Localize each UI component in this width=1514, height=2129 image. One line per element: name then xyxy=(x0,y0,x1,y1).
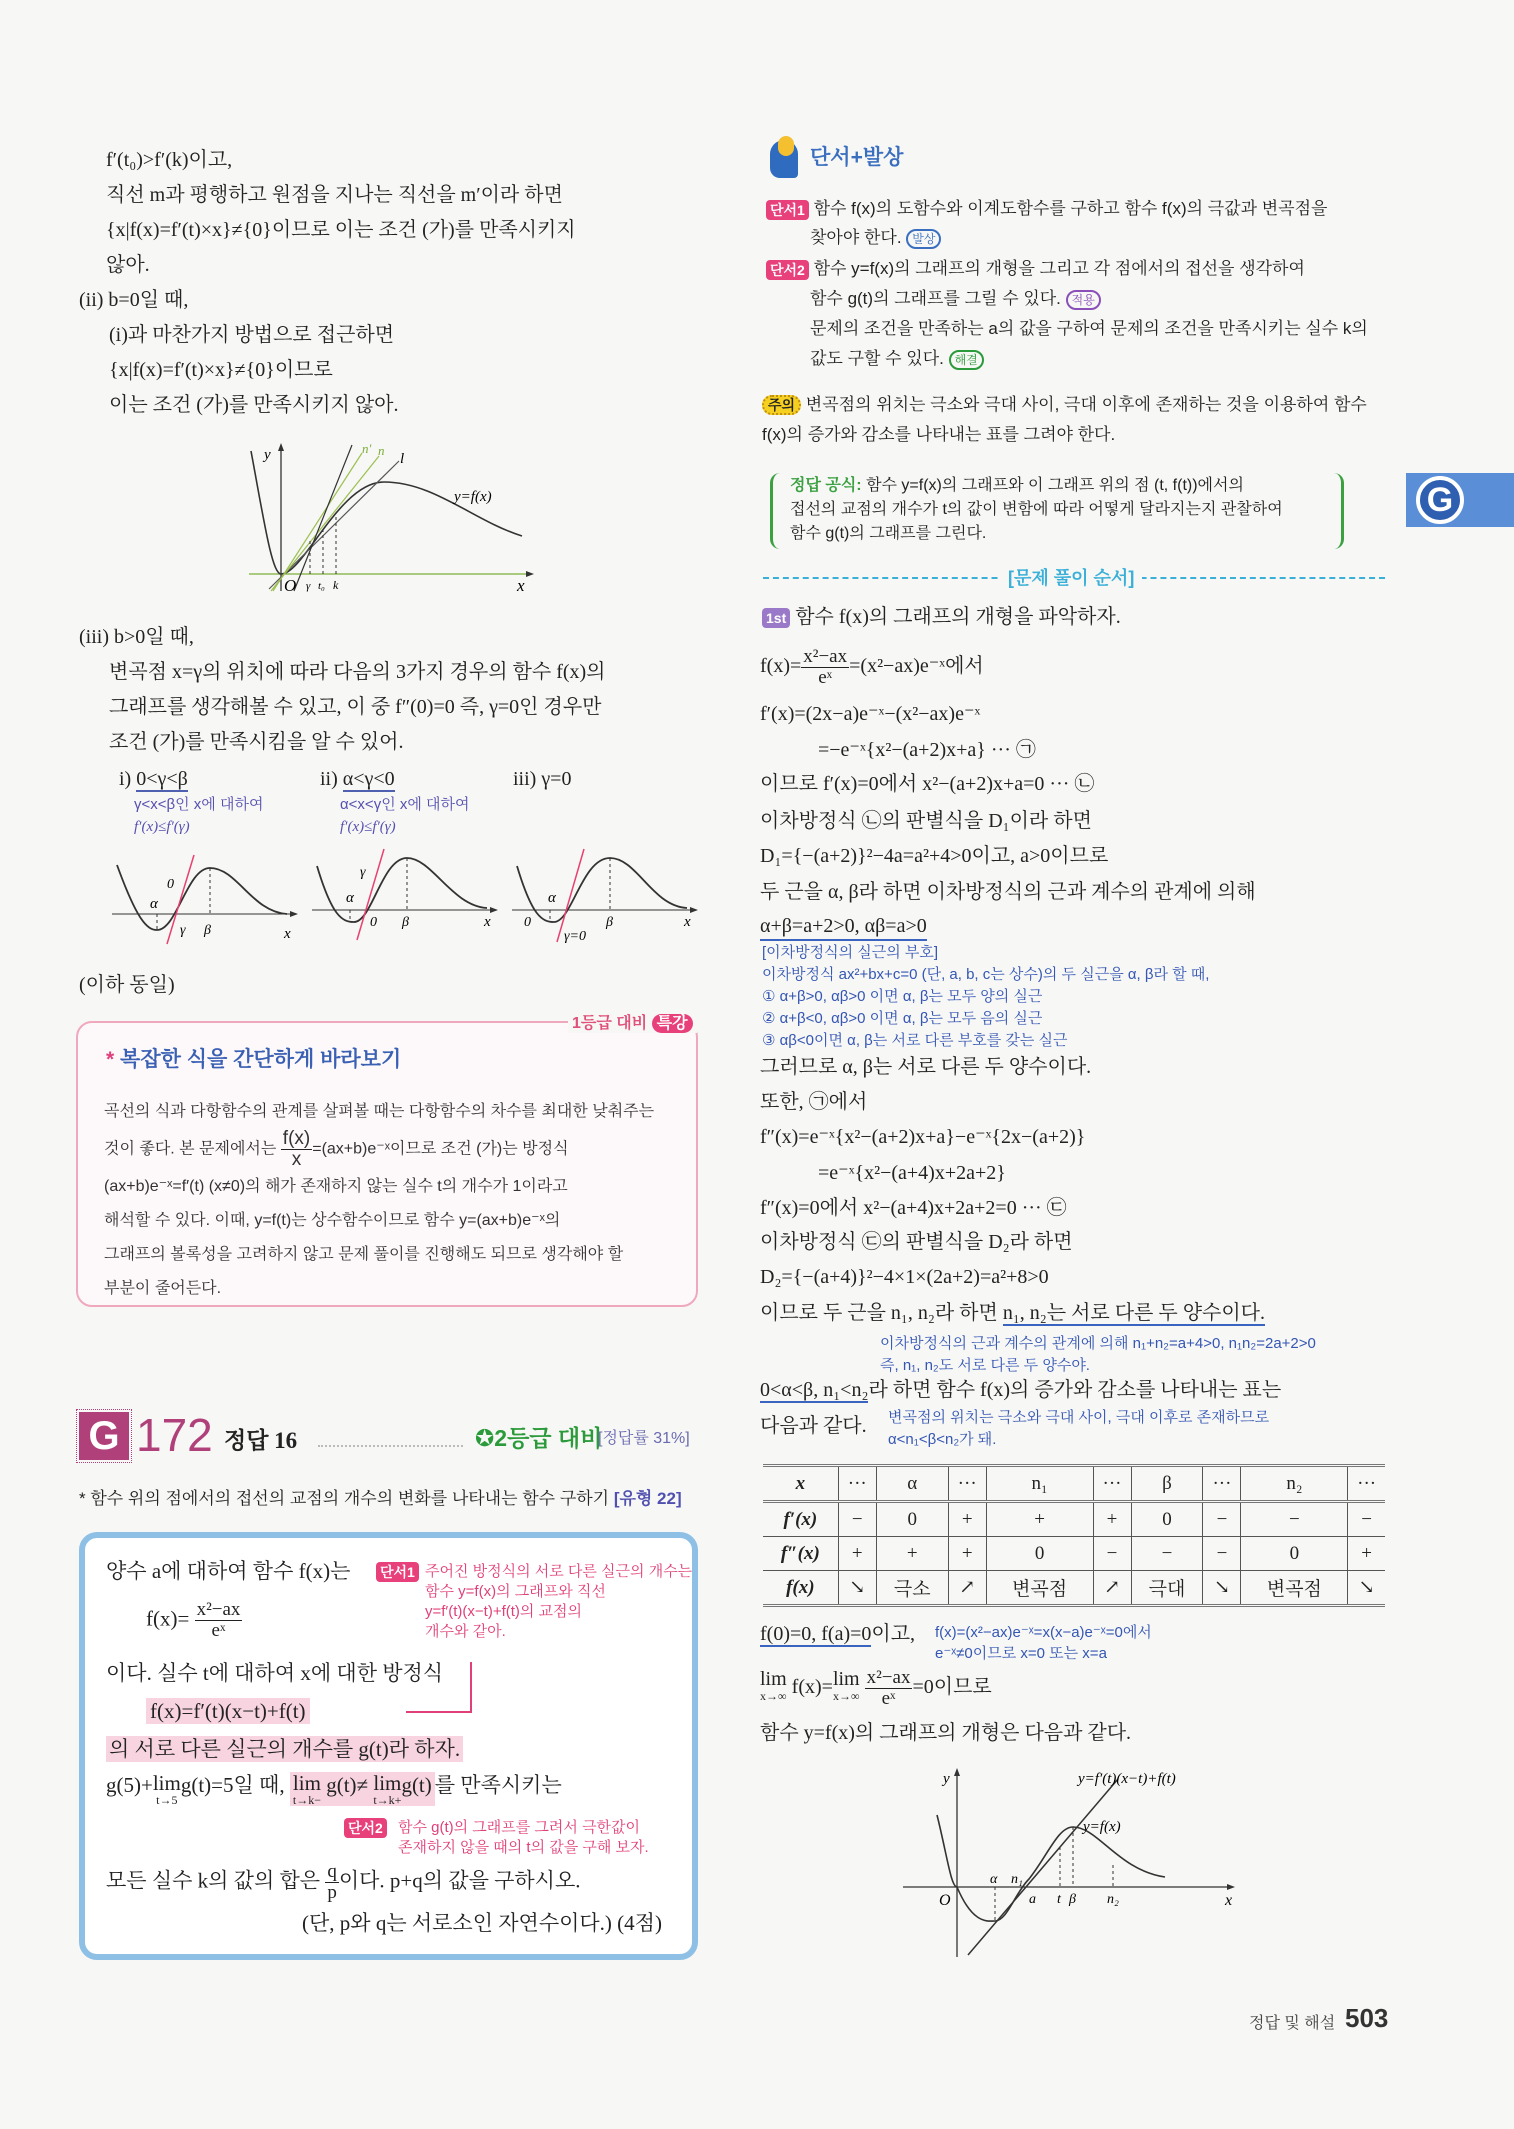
table-header-cell: n₁ xyxy=(986,1466,1093,1502)
mini-graph-case2 xyxy=(312,846,502,942)
note-root-coefficient xyxy=(880,1333,1316,1377)
text-line: (ii) b=0일 때, xyxy=(79,289,189,311)
note-line: [이차방정식의 실근의 부호] xyxy=(762,944,939,961)
clue-badge: 단서2 xyxy=(766,260,809,280)
x-label: x xyxy=(684,914,691,930)
t-label: t xyxy=(1057,1892,1061,1907)
note-line: 이차방정식의 근과 계수의 관계에 의해 n₁+n₂=a+4>0, n₁n₂=2a+2>0 xyxy=(880,1335,1316,1352)
subcase-1 xyxy=(119,766,188,792)
hint-arrow xyxy=(406,1711,472,1713)
numerator: x²−ax xyxy=(196,1599,241,1620)
chapter-side-tab[interactable] xyxy=(1406,473,1514,527)
limit-line xyxy=(760,1668,992,1709)
gamma-label: γ xyxy=(306,580,311,592)
problem-subtitle xyxy=(79,1484,682,1509)
formula-text: 함수 y=f(x)의 그래프와 이 그래프 위의 점 (t, f(t))에서의 xyxy=(866,477,1244,494)
tip-body xyxy=(104,1095,654,1306)
page-number: 503 xyxy=(1345,2003,1389,2033)
table-header-cell: ··· xyxy=(948,1466,986,1502)
formula-text xyxy=(790,474,1283,546)
x-label: x xyxy=(484,914,491,930)
apply-tag: 적용 xyxy=(1066,290,1101,310)
dotted-leader xyxy=(318,1445,463,1447)
limit xyxy=(833,1668,860,1702)
text-line: α+β=a+2>0, αβ=a>0 xyxy=(760,913,927,941)
table-cell: − xyxy=(1203,1537,1241,1571)
lim: lim xyxy=(292,1771,321,1795)
table-header-cell: ··· xyxy=(1203,1466,1241,1502)
text-line: 그래프를 생각해볼 수 있고, 이 중 f″(0)=0 즉, γ=0인 경우만 xyxy=(109,696,602,718)
correct-rate: [정답률 31%] xyxy=(598,1430,690,1447)
solution-line xyxy=(760,1377,1281,1403)
formula-label: 정답 공식: xyxy=(790,477,862,494)
text: 이고, xyxy=(871,1623,916,1645)
note-real-root-signs xyxy=(762,942,1209,1052)
text-line: {x|f(x)=f′(t)×x}≠{0}이므로 이는 조건 (가)를 만족시키지 xyxy=(106,219,576,241)
subcase-condition: α<γ<0 xyxy=(342,768,395,790)
text-line: 그러므로 α, β는 서로 다른 두 양수이다. xyxy=(760,1056,1092,1078)
tip-line: 해석할 수 있다. 이때, y=f(t)는 상수함수이므로 함수 y=(ax+b)e⁻ˣ의 xyxy=(104,1212,561,1229)
hint-line: 함수 y=f(x)의 그래프와 직선 xyxy=(425,1583,606,1600)
text-line: f″(x)=0에서 x²−(a+4)x+2a+2=0 ··· ㉢ xyxy=(760,1197,1067,1219)
mini-graph-case1 xyxy=(112,850,302,946)
section-header: 단서+발상 xyxy=(810,146,904,169)
clue-text: 함수 f(x)의 도함수와 이계도함수를 구하고 함수 f(x)의 극값과 변곡점을 xyxy=(813,199,1328,218)
hint2-text xyxy=(398,1818,649,1858)
note-line: e⁻ˣ≠0이므로 x=0 또는 x=a xyxy=(935,1645,1107,1662)
clue2-cont: 문제의 조건을 만족하는 a의 값을 구하여 문제의 조건을 만족시키는 실수 k의 xyxy=(810,319,1368,338)
tip-line: 부분이 줄어든다. xyxy=(104,1280,222,1297)
table-cell: − xyxy=(1131,1537,1203,1571)
step-badge: 1st xyxy=(762,608,790,628)
asterisk-icon: * xyxy=(106,1048,115,1071)
text: g(t)≠ xyxy=(326,1773,369,1797)
note-line: ① α+β>0, αβ>0 이면 α, β는 모두 양의 실근 xyxy=(762,988,1043,1005)
text-line: 조건 (가)를 만족시킴을 알 수 있어. xyxy=(109,731,404,753)
table-cell: ↘ xyxy=(838,1571,876,1606)
clue-badge: 단서1 xyxy=(766,200,809,220)
line-n-prime-label: n′ xyxy=(362,441,372,456)
idea-head-icon xyxy=(766,136,800,178)
table-header-cell: α xyxy=(876,1466,948,1502)
lim-sub: t→k− xyxy=(292,1793,321,1807)
denominator: eˣ xyxy=(881,1688,896,1709)
text: g(t)=5일 때, xyxy=(180,1773,285,1797)
table-cell: − xyxy=(1348,1502,1385,1537)
increase-decrease-table xyxy=(763,1464,1385,1607)
text-line: f′(x)=(2x−a)e⁻ˣ−(x²−ax)e⁻ˣ xyxy=(760,703,981,725)
alpha-label: α xyxy=(548,890,556,906)
problem-line xyxy=(106,1862,581,1903)
tip-box xyxy=(76,1021,698,1307)
table-header-cell: ··· xyxy=(1348,1466,1385,1502)
a-label: a xyxy=(1029,1892,1036,1907)
text-line: 이차방정식 ㉢의 판별식을 D₂라 하면 xyxy=(760,1231,1073,1253)
subcase-condition: 0<γ<β xyxy=(136,768,188,790)
subcase-number: ii) xyxy=(320,768,338,790)
subtitle-text: * 함수 위의 점에서의 접선의 교점의 개수의 변화를 나타내는 함수 구하기 xyxy=(79,1489,610,1508)
solve-tag: 해결 xyxy=(949,350,984,370)
text-line: {x|f(x)=f′(t)×x}≠{0}이므로 xyxy=(109,359,333,381)
origin-label: O xyxy=(939,1892,951,1909)
underlined-text: n₁, n₂는 서로 다른 두 양수이다. xyxy=(1002,1302,1265,1324)
level-badge: ✪2등급 대비 xyxy=(475,1425,603,1451)
table-cell: 0 xyxy=(876,1502,948,1537)
note-line: 이차방정식 ax²+bx+c=0 (단, a, b, c는 상수)의 두 실근을 α, β라 할 때, xyxy=(762,966,1210,983)
note-zeros xyxy=(935,1622,1152,1664)
numerator: x²−ax xyxy=(803,646,848,667)
text-line: 이차방정식 ㉡의 판별식을 D₁이라 하면 xyxy=(760,810,1092,832)
lim: lim xyxy=(760,1668,787,1690)
text-line: 함수 y=f(x)의 그래프의 개형은 다음과 같다. xyxy=(760,1722,1132,1744)
text-line: (이하 동일) xyxy=(79,974,175,996)
note-line: 즉, n₁, n₂도 서로 다른 두 양수야. xyxy=(880,1357,1090,1374)
lim: lim xyxy=(832,1668,860,1690)
fraction xyxy=(801,647,849,688)
text-line: 또한, ㉠에서 xyxy=(760,1091,868,1113)
table-cell: 극소 xyxy=(876,1571,948,1606)
text-line: 두 근을 α, β라 하면 이차방정식의 근과 계수의 관계에 의해 xyxy=(760,881,1256,903)
table-cell: + xyxy=(838,1537,876,1571)
table-header-cell: ··· xyxy=(1093,1466,1131,1502)
table-cell: 변곡점 xyxy=(986,1571,1093,1606)
table-cell: − xyxy=(1203,1502,1241,1537)
denominator: eˣ xyxy=(818,667,833,688)
caution-text: 변곡점의 위치는 극소와 극대 사이, 극대 이후에 존재하는 것을 이용하여 함수 xyxy=(805,395,1367,414)
text: g(5)+ xyxy=(106,1773,153,1797)
tip-text: 것이 좋다. 본 문제에서는 xyxy=(104,1140,277,1158)
note-line: ② α+β<0, αβ>0 이면 α, β는 모두 음의 실근 xyxy=(762,1010,1043,1027)
clue2 xyxy=(766,256,1305,282)
text: f(x)= xyxy=(760,655,802,678)
limit xyxy=(760,1668,787,1702)
x-axis-label: x xyxy=(1225,1892,1233,1909)
line-n-label: n xyxy=(378,443,385,458)
formula-line: 함수 g(t)의 그래프를 그린다. xyxy=(790,525,987,542)
problem-line: 의 서로 다른 실근의 개수를 g(t)라 하자. xyxy=(106,1736,463,1762)
caution-badge: 주의 xyxy=(762,395,801,415)
step-text: 함수 f(x)의 그래프의 개형을 파악하자. xyxy=(795,606,1121,628)
hint1-text xyxy=(425,1562,692,1642)
subcase-number: iii) xyxy=(513,768,537,790)
tangent-lines-graph xyxy=(244,441,536,593)
step1 xyxy=(762,604,1121,630)
hint-line: y=f′(t)(x−t)+f(t)의 교점의 xyxy=(425,1603,583,1620)
clue-text: 함수 g(t)의 그래프를 그릴 수 있다. xyxy=(810,289,1061,308)
fraction xyxy=(195,1600,243,1641)
denominator: eˣ xyxy=(211,1620,226,1641)
text-line: 이는 조건 (가)를 만족시키지 않아. xyxy=(109,394,399,416)
table-header-cell: β xyxy=(1131,1466,1203,1502)
subcase-3 xyxy=(513,766,571,792)
problem-line: 양수 a에 대하여 함수 f(x)는 xyxy=(106,1559,351,1583)
underlined-text: f(0)=0, f(a)=0 xyxy=(760,1623,872,1645)
table-cell: ↗ xyxy=(1093,1571,1131,1606)
tip-title-text: 복잡한 식을 간단하게 바라보기 xyxy=(120,1048,402,1071)
f-definition xyxy=(760,647,984,688)
subcase-1-note: f′(x)≤f′(γ) xyxy=(134,819,190,835)
special-badge: 특강 xyxy=(652,1014,693,1033)
table-header-cell: n₂ xyxy=(1241,1466,1348,1502)
clue-text: 함수 y=f(x)의 그래프의 개형을 그리고 각 점에서의 접선을 생각하여 xyxy=(813,259,1305,278)
lim-sub: x→∞ xyxy=(760,1689,787,1703)
curve-label: y=f(x) xyxy=(1083,1819,1121,1835)
gamma-label: γ xyxy=(180,923,186,938)
numerator: f(x) xyxy=(282,1128,311,1149)
type-link: [유형 22] xyxy=(613,1489,682,1508)
order-title: [문제 풀이 순서] xyxy=(1000,564,1142,590)
y-axis-label: y xyxy=(264,447,271,463)
y-axis-label: y xyxy=(943,1771,950,1787)
subcase-1-note: γ<x<β인 x에 대하여 xyxy=(134,796,264,813)
table-cell: + xyxy=(1348,1537,1385,1571)
text: g(t) xyxy=(401,1773,432,1797)
hint-line: 주어진 방정식의 서로 다른 실근의 개수는 xyxy=(425,1563,693,1580)
fraction xyxy=(281,1129,312,1170)
text: 이므로 두 근을 n₁, n₂라 하면 xyxy=(760,1302,1003,1324)
problem-tag: G xyxy=(79,1412,129,1460)
badge-text: 1등급 대비 xyxy=(572,1015,648,1032)
caution-cont: f(x)의 증가와 감소를 나타내는 표를 그려야 한다. xyxy=(762,425,1116,444)
text-line: D₁={−(a+2)}²−4a=a²+4>0이고, a>0이므로 xyxy=(760,845,1109,867)
table-cell: − xyxy=(1093,1537,1131,1571)
table-cell: f(x) xyxy=(786,1576,815,1598)
clue1 xyxy=(766,196,1327,222)
problem-equation: f(x)=f′(t)(x−t)+f(t) xyxy=(146,1698,310,1724)
function-tangent-graph xyxy=(903,1765,1243,1960)
line-l-label: l xyxy=(400,451,405,467)
solution-line xyxy=(760,1300,1265,1326)
mini-graph-case3 xyxy=(512,846,702,946)
clue2-cont xyxy=(810,346,984,372)
text: =0이므로 xyxy=(912,1676,992,1699)
tip-line: 곡선의 식과 다항함수의 관계를 살펴볼 때는 다항함수의 차수를 최대한 낮춰주는 xyxy=(104,1103,655,1120)
origin-label: O xyxy=(284,576,297,593)
n1-label: n₁ xyxy=(1011,1872,1023,1887)
limit xyxy=(153,1772,181,1806)
limit xyxy=(293,1772,321,1806)
gamma-zero-label: γ=0 xyxy=(564,929,586,944)
table-cell: 극대 xyxy=(1131,1571,1203,1606)
beta-label: β xyxy=(1069,1892,1076,1907)
table-header-row xyxy=(763,1466,1385,1502)
curve-label: y=f(x) xyxy=(454,489,492,505)
alpha-label: α xyxy=(150,896,158,912)
text-line: 변곡점 x=γ의 위치에 따라 다음의 3가지 경우의 함수 f(x)의 xyxy=(109,661,606,683)
text-line: f″(x)=e⁻ˣ{x²−(a+2)x+a}−e⁻ˣ{2x−(a+2)} xyxy=(760,1126,1086,1148)
formula-line xyxy=(790,474,1283,498)
n2-label: n₂ xyxy=(1107,1892,1119,1907)
text: 이다. p+q의 값을 구하시오. xyxy=(338,1868,581,1893)
table-cell: + xyxy=(986,1502,1093,1537)
hint-line: 존재하지 않을 때의 t의 값을 구해 보자. xyxy=(398,1839,649,1856)
problem-number: 172 xyxy=(136,1409,213,1461)
footer-label: 정답 및 해설 xyxy=(1249,2015,1336,2032)
subcase-2 xyxy=(320,766,395,792)
text-line: 직선 m과 평행하고 원점을 지나는 직선을 m′이라 하면 xyxy=(106,184,563,206)
lim: lim xyxy=(373,1771,402,1795)
text-line: (i)과 마찬가지 방법으로 접근하면 xyxy=(109,324,395,346)
zero-label: 0 xyxy=(370,915,377,930)
lim: lim xyxy=(152,1771,181,1795)
note-line: α<n₁<β<n₂가 돼. xyxy=(888,1431,997,1448)
lim-sub: t→5 xyxy=(156,1793,178,1807)
clue1-cont xyxy=(810,225,941,251)
hint-line: 개수와 같아. xyxy=(425,1623,506,1640)
table-cell: 0 xyxy=(1241,1537,1348,1571)
table-cell: + xyxy=(948,1537,986,1571)
hint-arrow xyxy=(470,1662,472,1712)
text: =(x²−ax)e⁻ˣ에서 xyxy=(849,655,984,678)
table-cell: f′(x) xyxy=(783,1508,818,1530)
table-header-cell: x xyxy=(795,1472,806,1494)
table-cell: 변곡점 xyxy=(1241,1571,1348,1606)
subcase-condition: γ=0 xyxy=(541,768,572,790)
table-cell: − xyxy=(1241,1502,1348,1537)
x-label: x xyxy=(284,926,291,942)
tip-badge xyxy=(568,1010,697,1033)
note-inflection xyxy=(888,1407,1269,1451)
tangent-label: y=f′(t)(x−t)+f(t) xyxy=(1078,1771,1176,1787)
table-cell: f″(x) xyxy=(780,1542,820,1564)
caution xyxy=(762,392,1367,418)
zero-label: 0 xyxy=(167,877,174,892)
note-line: f(x)=(x²−ax)e⁻ˣ=x(x−a)e⁻ˣ=0에서 xyxy=(935,1624,1152,1641)
t0-label: t₀ xyxy=(318,580,325,592)
text-line: =−e⁻ˣ{x²−(a+2)x+a} ··· ㉠ xyxy=(818,739,1036,761)
note-line: ③ αβ<0이면 α, β는 서로 다른 부호를 갖는 실근 xyxy=(762,1032,1068,1049)
x-axis-label: x xyxy=(517,576,525,593)
k-label: k xyxy=(333,578,339,592)
tip-title xyxy=(106,1043,401,1073)
formula-lhs: f(x)= xyxy=(146,1606,190,1631)
table-cell: ↗ xyxy=(948,1571,986,1606)
chapter-letter: G xyxy=(1416,476,1464,524)
table-row xyxy=(763,1502,1385,1537)
solution-line xyxy=(760,1621,915,1647)
answer-label: 정답 16 xyxy=(224,1428,298,1453)
limit xyxy=(373,1772,401,1806)
lim-sub: t→k+ xyxy=(373,1793,402,1807)
formula-line: 접선의 교점의 개수가 t의 값이 변함에 따라 어떻게 달라지는지 관찰하여 xyxy=(790,501,1283,518)
numerator: x²−ax xyxy=(866,1667,911,1688)
beta-label: β xyxy=(204,923,211,938)
tip-text: =(ax+b)e⁻ˣ이므로 조건 (가)는 방정식 xyxy=(312,1140,569,1158)
text: 모든 실수 k의 값의 합은 xyxy=(106,1868,321,1893)
idea-tag: 발상 xyxy=(906,229,941,249)
hint-line: 함수 g(t)의 그래프를 그려서 극한값이 xyxy=(398,1819,641,1836)
table-cell: − xyxy=(838,1502,876,1537)
text: 를 만족시키는 xyxy=(434,1773,562,1797)
text: f(x)= xyxy=(791,1676,833,1699)
hint1 xyxy=(376,1562,419,1582)
text-line: D₂={−(a+4)}²−4×1×(2a+2)=a²+8>0 xyxy=(760,1266,1049,1288)
beta-label: β xyxy=(606,915,613,930)
tip-line xyxy=(104,1129,654,1170)
table-cell: 0 xyxy=(986,1537,1093,1571)
text-line: 이므로 f′(x)=0에서 x²−(a+2)x+a=0 ··· ㉡ xyxy=(760,773,1095,795)
alpha-label: α xyxy=(346,890,354,906)
table-row xyxy=(763,1571,1385,1606)
fraction xyxy=(325,1862,339,1903)
subcase-2-note: f′(x)≤f′(γ) xyxy=(340,819,396,835)
hint-badge: 단서2 xyxy=(344,1818,387,1838)
clue-text: 찾아야 한다. xyxy=(810,228,902,247)
tip-line: (ax+b)e⁻ˣ=f′(t) (x≠0)의 해가 존재하지 않는 실수 t의 개수가 1이라고 xyxy=(104,1178,568,1195)
problem-condition: (단, p와 q는 서로소인 자연수이다.) (4점) xyxy=(302,1911,662,1935)
gamma-label: γ xyxy=(360,865,366,880)
table-row xyxy=(763,1537,1385,1571)
text-line: =e⁻ˣ{x²−(a+4)x+2a+2} xyxy=(818,1162,1006,1184)
table-cell: 0 xyxy=(1131,1502,1203,1537)
alpha-label: α xyxy=(990,1872,998,1887)
hint2 xyxy=(344,1818,387,1838)
limit-condition xyxy=(290,1772,435,1806)
text-line: 다음과 같다. xyxy=(760,1415,867,1437)
problem-line: 이다. 실수 t에 대하여 x에 대한 방정식 xyxy=(106,1661,444,1685)
problem-formula xyxy=(146,1600,242,1641)
underlined-text: 0<α<β, n₁<n₂ xyxy=(760,1379,869,1401)
clue2-cont xyxy=(810,286,1101,312)
beta-label: β xyxy=(402,915,409,930)
tip-line: 그래프의 볼록성을 고려하지 않고 문제 풀이를 진행해도 되므로 생각해야 할 xyxy=(104,1246,624,1263)
table-cell: ↘ xyxy=(1348,1571,1385,1606)
table-cell: + xyxy=(948,1502,986,1537)
text: 라 하면 함수 f(x)의 증가와 감소를 나타내는 표는 xyxy=(868,1379,1282,1401)
subcase-2-note: α<x<γ인 x에 대하여 xyxy=(340,796,470,813)
denominator: p xyxy=(327,1882,337,1903)
denominator: x xyxy=(291,1149,302,1170)
subcase-number: i) xyxy=(119,768,132,790)
table-header-cell: ··· xyxy=(838,1466,876,1502)
zero-label: 0 xyxy=(524,915,531,930)
lim-sub: x→∞ xyxy=(832,1689,860,1703)
note-line: 변곡점의 위치는 극소와 극대 사이, 극대 이후로 존재하므로 xyxy=(888,1409,1270,1426)
text-line: (iii) b>0일 때, xyxy=(79,626,194,648)
text-line: f′(t₀)>f′(k)이고, xyxy=(106,149,233,171)
table-cell: ↘ xyxy=(1203,1571,1241,1606)
clue-text: 값도 구할 수 있다. xyxy=(810,349,944,368)
text-line: 않아. xyxy=(106,254,150,276)
hint-badge: 단서1 xyxy=(376,1562,419,1582)
fraction xyxy=(865,1668,913,1709)
problem-limit-line xyxy=(106,1772,562,1806)
numerator: q xyxy=(327,1861,337,1882)
table-cell: + xyxy=(876,1537,948,1571)
table-cell: + xyxy=(1093,1502,1131,1537)
